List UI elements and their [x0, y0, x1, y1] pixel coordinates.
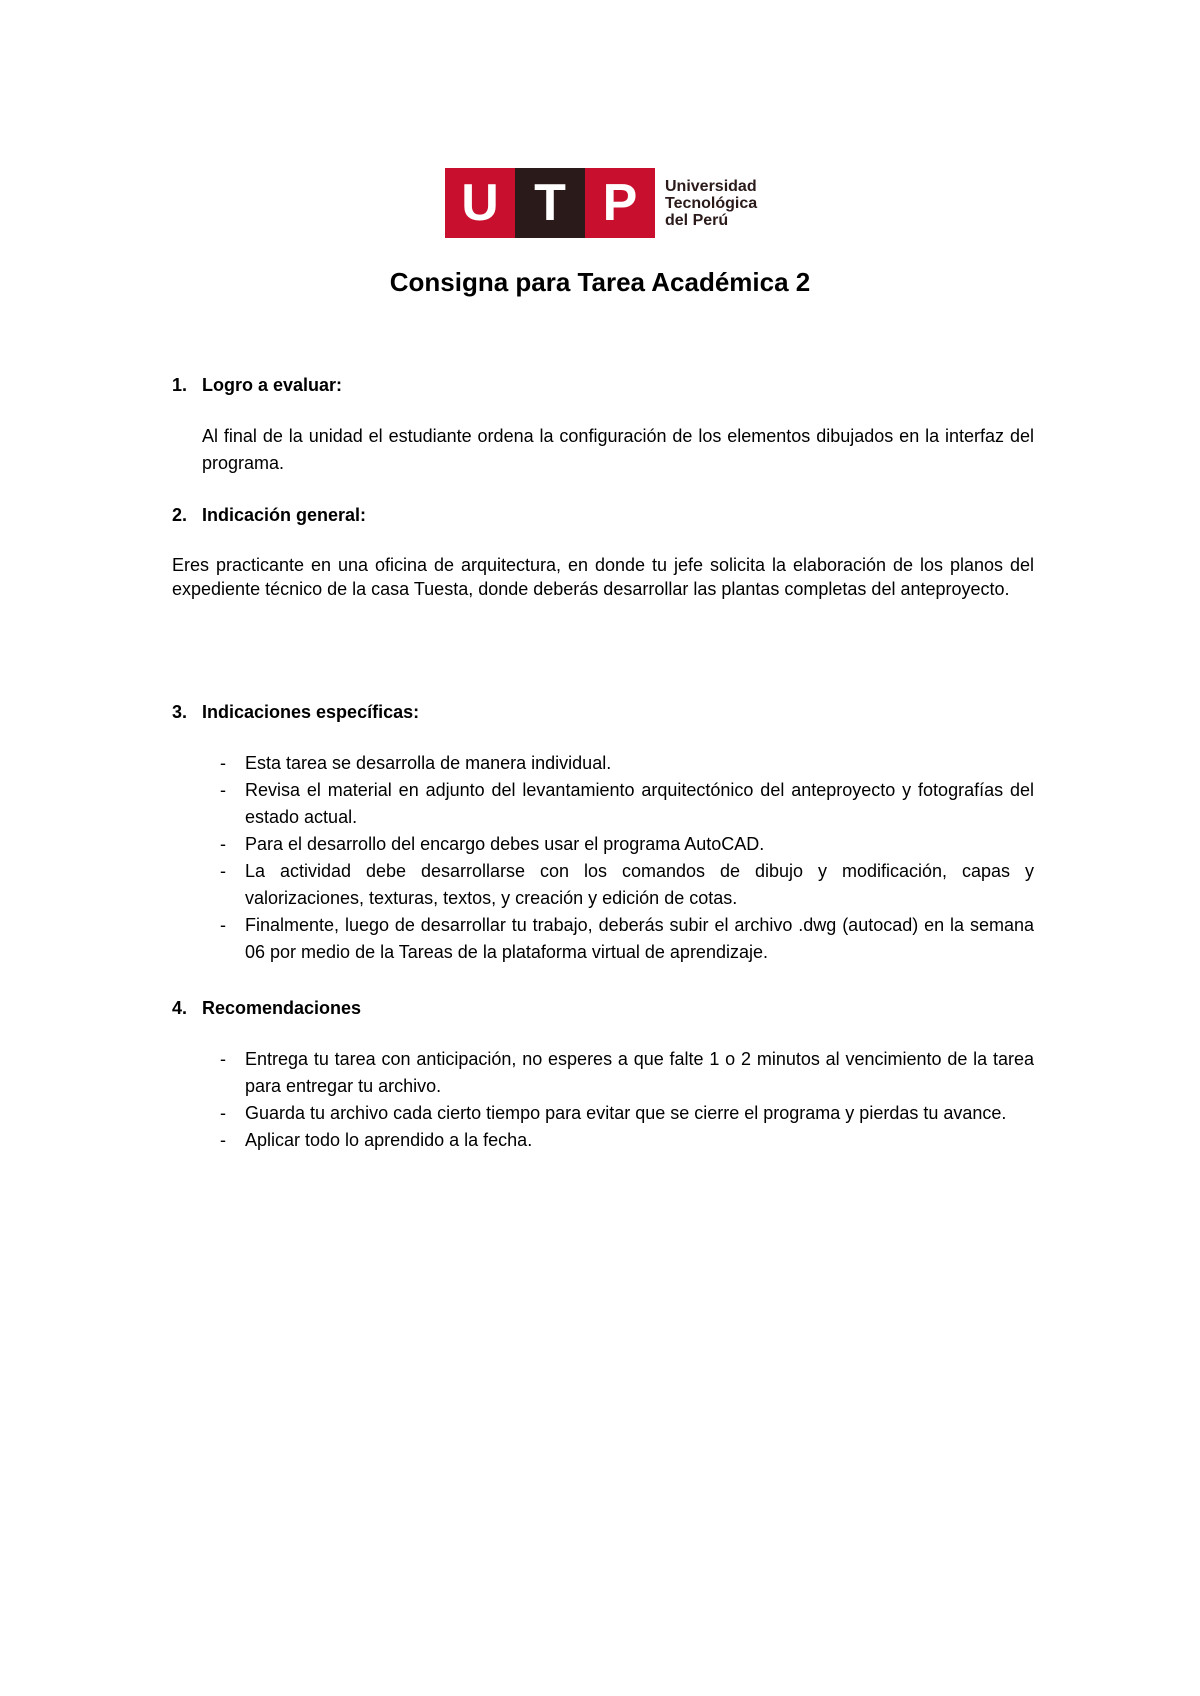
- section-4-title: Recomendaciones: [202, 998, 362, 1018]
- section-2-title: Indicación general:: [202, 505, 367, 525]
- document-title: Consigna para Tarea Académica 2: [389, 267, 811, 297]
- logo-text-line-2: Tecnológica: [665, 194, 758, 212]
- section-2-heading: [172, 503, 366, 527]
- logo-text-line-3: del Perú: [665, 211, 729, 229]
- section-4-heading: [172, 996, 361, 1020]
- bullet-marker: -: [220, 861, 226, 881]
- list-item-text: Revisa el material en adjunto del levantamiento arquitectónico del anteproyecto y fotografías del estado actual.: [245, 780, 1034, 827]
- list-item: [172, 750, 1034, 777]
- section-1-number: 1.: [172, 375, 188, 395]
- section-3-number: 3.: [172, 702, 188, 722]
- list-item: [172, 1046, 1034, 1100]
- section-2-paragraph: Eres practicante en una oficina de arquitectura, en donde tu jefe solicita la elaboración de los planos del expediente técnico de la casa Tuesta, donde deberás desarrollar las plantas completas del anteproyecto.: [172, 555, 1034, 599]
- bullet-marker: -: [220, 834, 226, 854]
- logo-letter-t: T: [515, 168, 585, 238]
- section-1-title: Logro a evaluar:: [202, 375, 343, 395]
- bullet-marker: -: [220, 753, 226, 773]
- bullet-marker: -: [220, 915, 226, 935]
- bullet-marker: -: [220, 1130, 226, 1150]
- logo-letter-blocks: [445, 168, 655, 238]
- list-item-text: Esta tarea se desarrolla de manera individual.: [245, 753, 612, 773]
- logo-letter-p: P: [585, 168, 655, 238]
- list-item: [172, 831, 1034, 858]
- list-item: [172, 1127, 1034, 1154]
- bullet-marker: -: [220, 780, 226, 800]
- section-4-number: 4.: [172, 998, 188, 1018]
- logo-letter-u: U: [445, 168, 515, 238]
- list-item-text: Entrega tu tarea con anticipación, no esperes a que falte 1 o 2 minutos al vencimiento de la tarea para entregar tu archivo.: [245, 1049, 1034, 1096]
- section-3-title: Indicaciones específicas:: [202, 702, 420, 722]
- logo-text-line-1: Universidad: [665, 177, 757, 195]
- list-item-text: Guarda tu archivo cada cierto tiempo para evitar que se cierre el programa y pierdas tu avance.: [245, 1103, 1007, 1123]
- section-2-number: 2.: [172, 505, 188, 525]
- list-item-text: Para el desarrollo del encargo debes usar el programa AutoCAD.: [245, 834, 765, 854]
- logo-university-name: [665, 178, 757, 229]
- list-item-text: Aplicar todo lo aprendido a la fecha.: [245, 1130, 533, 1150]
- list-item: [172, 912, 1034, 966]
- section-1-paragraph: Al final de la unidad el estudiante ordena la configuración de los elementos dibujados en la interfaz del programa.: [202, 426, 1034, 473]
- list-item-text: Finalmente, luego de desarrollar tu trabajo, deberás subir el archivo .dwg (autocad) en la semana 06 por medio de la Tareas de la plataforma virtual de aprendizaje.: [245, 915, 1034, 962]
- bullet-marker: -: [220, 1049, 226, 1069]
- section-1-heading: [172, 373, 342, 397]
- list-item-text: La actividad debe desarrollarse con los comandos de dibujo y modificación, capas y valorizaciones, texturas, textos, y creación y edición de cotas.: [245, 861, 1034, 908]
- utp-logo: [445, 168, 757, 238]
- section-3-bullet-list: [172, 750, 1034, 966]
- section-3-heading: [172, 700, 419, 724]
- list-item: [172, 1100, 1034, 1127]
- section-4-bullet-list: [172, 1046, 1034, 1154]
- bullet-marker: -: [220, 1103, 226, 1123]
- list-item: [172, 858, 1034, 912]
- list-item: [172, 777, 1034, 831]
